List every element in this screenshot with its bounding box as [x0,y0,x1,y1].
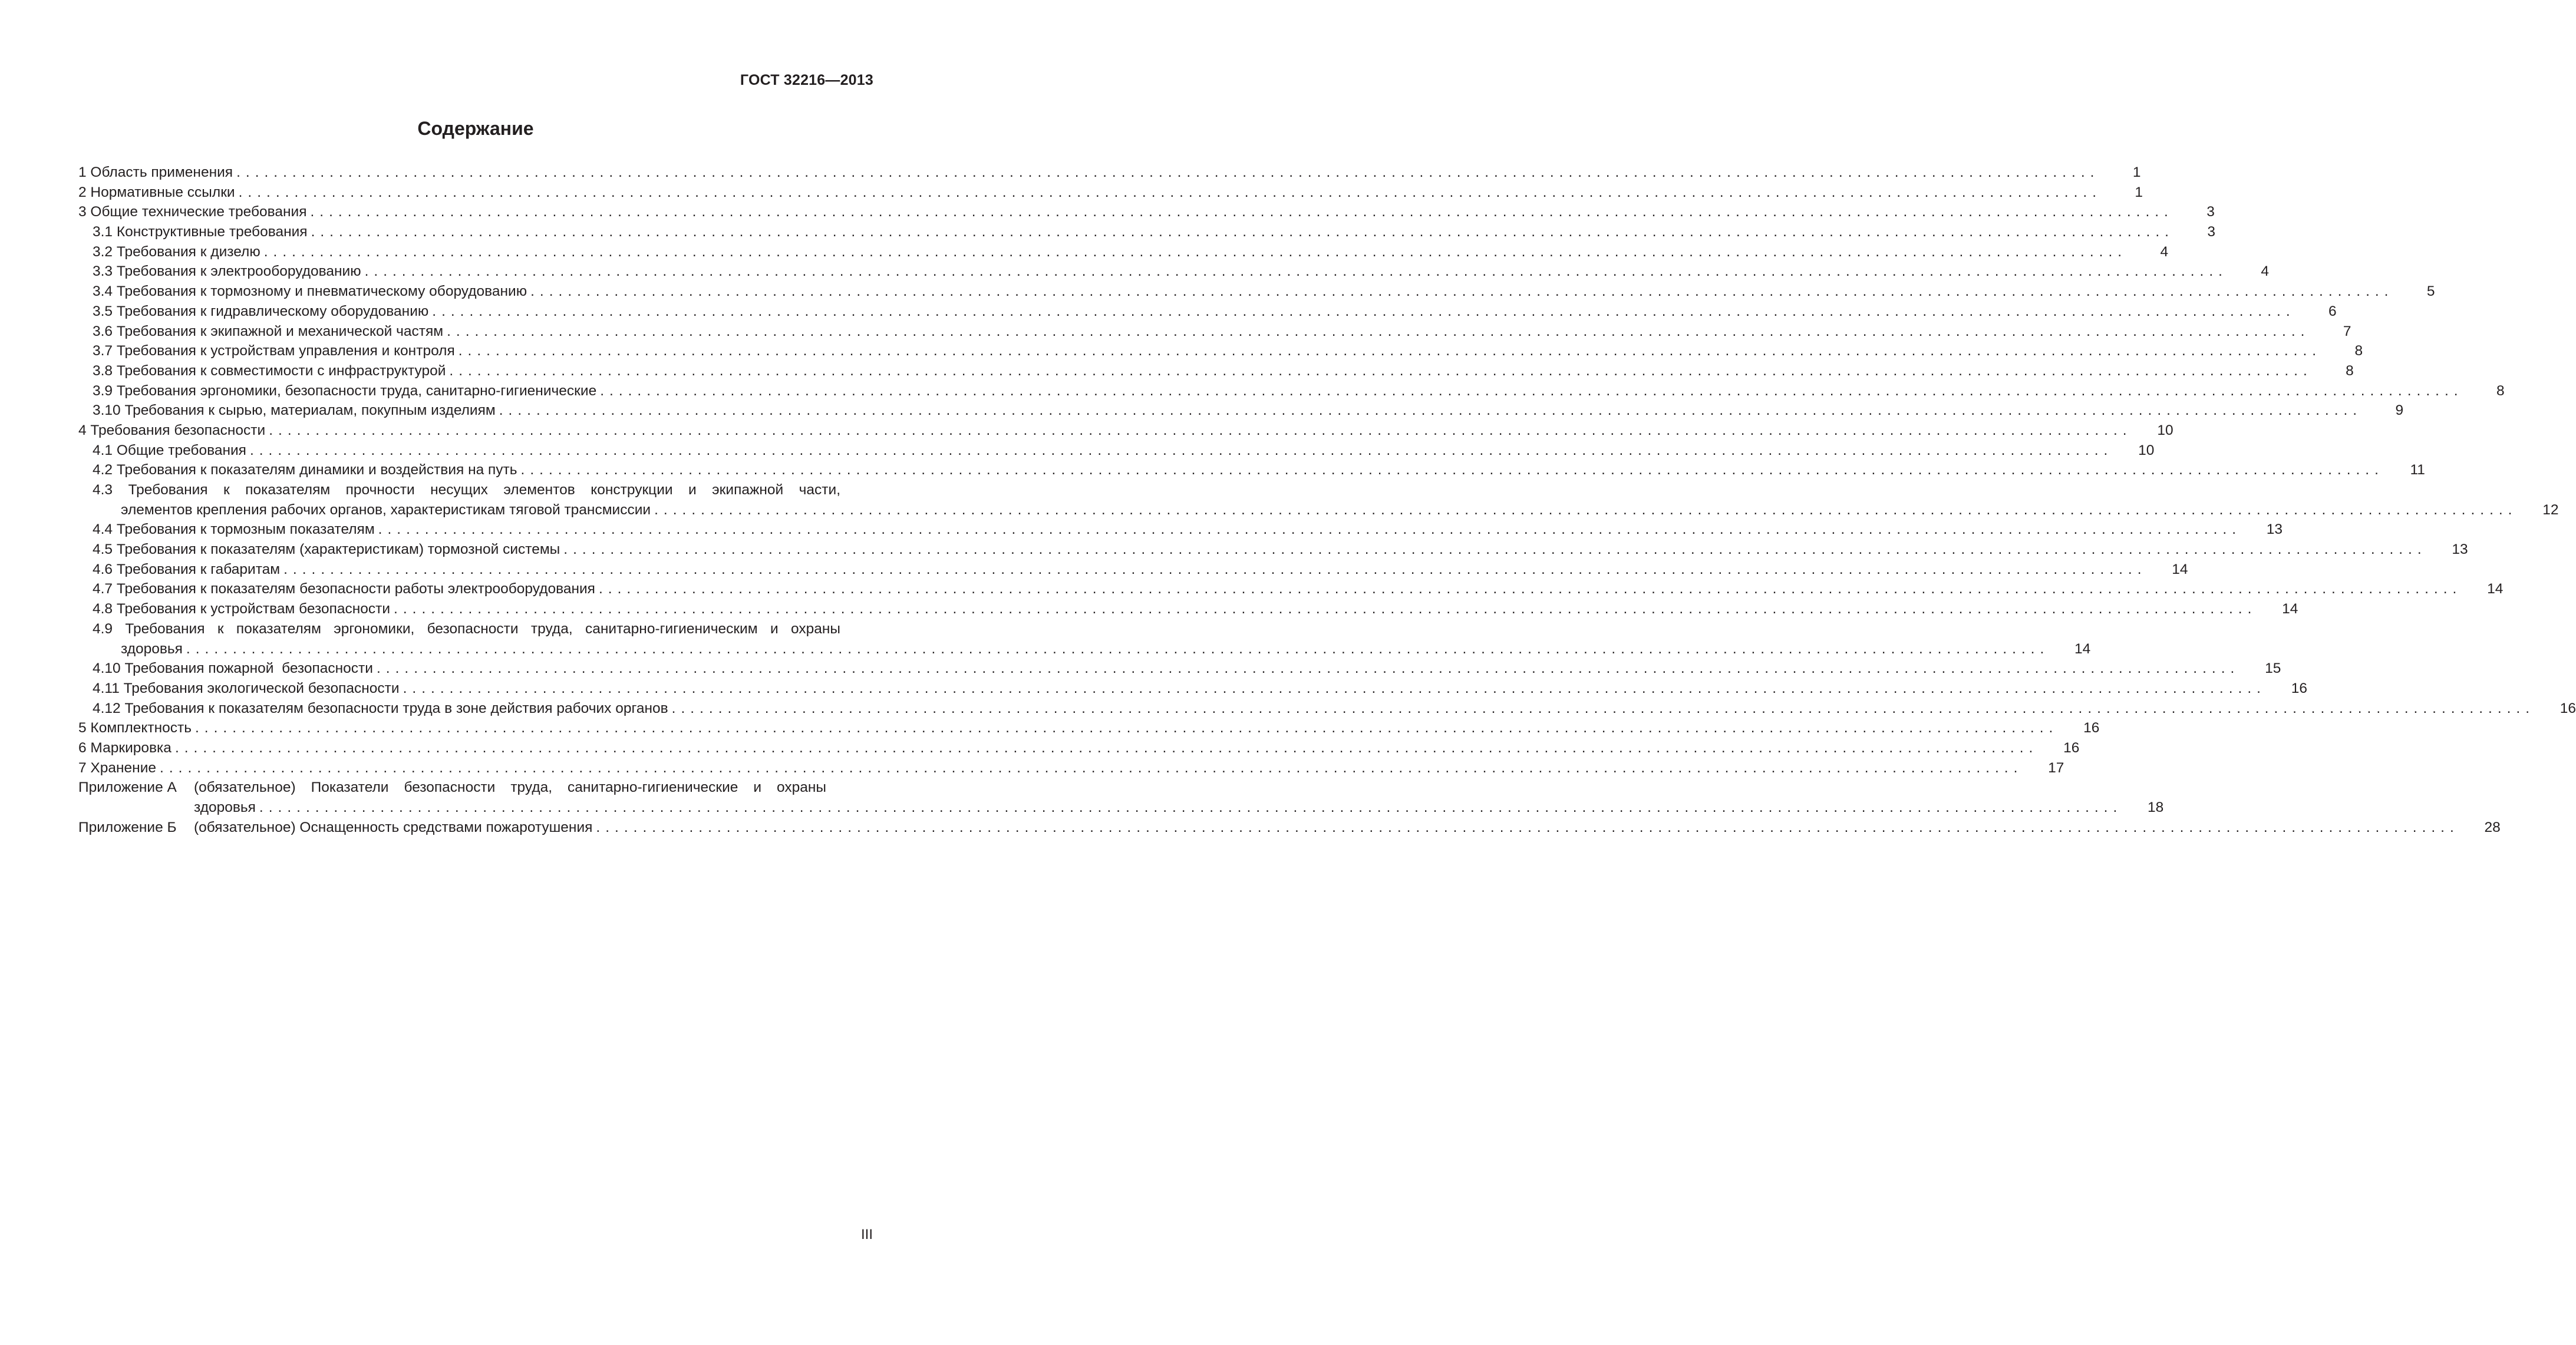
dot-leader: ........................................................................................................................................................................................................ [432,303,2295,319]
dot-leader: ........................................................................................................................................................................................................ [449,362,2313,379]
dot-leader: ........................................................................................................................................................................................................ [403,680,2266,696]
toc-entry[interactable] [78,222,2215,242]
dot-leader: ........................................................................................................................................................................................................ [563,541,2427,558]
document-code: ГОСТ 32216—2013 [740,72,873,88]
toc-entry[interactable] [78,520,2283,540]
dot-leader: ........................................................................................................................................................................................................ [671,700,2535,716]
dot-leader: ........................................................................................................................................................................................................ [259,799,2123,815]
toc-entry-title: 5 Комплектность [78,718,195,738]
toc-entry-page: 4 [2127,242,2168,262]
toc-entry-page: 17 [2023,758,2064,778]
toc-entry-title: 6 Маркировка [78,738,175,758]
dot-leader: ........................................................................................................................................................................................................ [310,204,2173,220]
toc-entry-title: 4.7 Требования к показателям безопасности работы электрооборудования [93,579,599,599]
dot-leader: ........................................................................................................................................................................................................ [263,243,2128,260]
toc-entry-page: 8 [2463,381,2505,401]
toc-entry-page: 4 [2228,262,2269,282]
toc-entry-title: 4.1 Общие требования [93,441,250,461]
toc-entry-title: 4.6 Требования к габаритам [93,560,283,580]
toc-entry-title: 4 Требования безопасности [78,421,269,441]
dot-leader: ........................................................................................................................................................................................................ [530,283,2394,300]
toc-entry-continuation[interactable] [78,500,2559,520]
toc-entry-page: 7 [2310,322,2351,342]
toc-entry-page: 11 [2384,460,2425,480]
toc-entry[interactable] [78,540,2468,560]
toc-entry[interactable] [78,718,2100,738]
dot-leader: ........................................................................................................................................................................................................ [238,184,2102,200]
toc-entry-page: 14 [2462,579,2503,599]
toc-entry-title-cont: здоровья [194,798,259,818]
toc-entry[interactable] [78,460,2425,480]
toc-entry-page: 13 [2241,520,2283,540]
dot-leader: ........................................................................................................................................................................................................ [447,323,2310,339]
dot-leader: ........................................................................................................................................................................................................ [236,164,2100,180]
toc-entry-title: 4.2 Требования к показателям динамики и воздействия на путь [93,460,521,480]
dot-leader: ........................................................................................................................................................................................................ [269,422,2132,438]
dot-leader: ........................................................................................................................................................................................................ [376,660,2240,677]
dot-leader: ........................................................................................................................................................................................................ [186,640,2050,657]
dot-leader: ........................................................................................................................................................................................................ [394,601,2257,617]
toc-entry[interactable] [78,778,873,798]
toc-entry-title: 4.12 Требования к показателям безопасности труда в зоне действия рабочих органов [93,699,672,719]
toc-entry-page: 10 [2132,421,2173,441]
toc-entry[interactable] [78,421,2173,441]
toc-entry[interactable] [78,183,2143,203]
toc-entry[interactable] [78,262,2269,282]
toc-entry[interactable] [78,579,2504,599]
toc-entry-page: 10 [2113,441,2154,461]
dot-leader: ........................................................................................................................................................................................................ [600,382,2463,399]
toc-entry-page: 9 [2362,401,2403,421]
toc-entry[interactable] [78,758,2064,778]
dot-leader: ........................................................................................................................................................................................................ [160,759,2023,776]
toc-entry-page: 3 [2173,202,2215,222]
toc-entry-title: 3.9 Требования эргономики, безопасности труда, санитарно-гигиенические [93,381,600,401]
toc-entry[interactable] [78,818,2501,838]
toc-entry-page: 16 [2266,679,2307,699]
toc-entry-title: 7 Хранение [78,758,160,778]
toc-entry-title: (обязательное) Показатели безопасности труда, санитарно-гигиенические и охраны [194,778,830,798]
table-of-contents [78,163,2576,837]
dot-leader: ........................................................................................................................................................................................................ [654,501,2518,518]
toc-entry[interactable] [78,619,873,639]
toc-entry-page: 14 [2257,599,2298,619]
toc-entry-title: 4.5 Требования к показателям (характеристикам) тормозной системы [93,540,563,560]
toc-entry-page: 16 [2058,718,2099,738]
toc-entry-title: 2 Нормативные ссылки [78,183,239,203]
toc-entry-title: 1 Область применения [78,163,236,183]
toc-entry-page: 16 [2038,738,2079,758]
toc-entry[interactable] [78,401,2404,421]
toc-entry-title: 3.1 Конструктивные требования [93,222,311,242]
toc-entry-title: 4.8 Требования к устройствам безопасности [93,599,394,619]
dot-leader: ........................................................................................................................................................................................................ [378,521,2242,538]
toc-entry-title: 4.10 Требования пожарной безопасности [93,659,377,679]
toc-entry[interactable] [78,560,2188,580]
toc-entry-title: 4.9 Требования к показателям эргономики, безопасности труда, санитарно-гигиеническим и охраны [93,619,844,639]
dot-leader: ........................................................................................................................................................................................................ [311,224,2174,240]
toc-entry-page: 8 [2321,341,2363,361]
toc-entry[interactable] [78,163,2141,183]
toc-title: Содержание [417,118,534,139]
appendix-label: Приложение Б [78,819,177,835]
toc-entry-page: 1 [2099,163,2140,183]
toc-entry-page: 28 [2459,818,2501,838]
toc-entry-page: 5 [2394,282,2435,302]
toc-entry-title: 3.8 Требования к совместимости с инфраструктурой [93,361,449,381]
toc-entry-continuation[interactable] [78,639,2091,659]
toc-entry-page: 14 [2049,639,2090,659]
toc-entry[interactable] [78,659,2281,679]
toc-entry-page: 8 [2313,361,2354,381]
toc-entry-continuation[interactable] [78,798,2164,818]
toc-entry[interactable] [78,599,2298,619]
toc-entry-page: 16 [2535,699,2576,719]
toc-entry-title: 3.7 Требования к устройствам управления и контроля [93,341,459,361]
page-number: III [860,1227,873,1242]
toc-entry-title-cont: элементов крепления рабочих органов, характеристикам тяговой трансмиссии [121,500,654,520]
dot-leader: ........................................................................................................................................................................................................ [596,819,2459,835]
toc-entry[interactable] [78,738,2080,758]
dot-leader: ........................................................................................................................................................................................................ [520,462,2384,478]
dot-leader: ........................................................................................................................................................................................................ [283,561,2147,577]
toc-entry-title: 4.4 Требования к тормозным показателям [93,520,378,540]
toc-entry-title: 4.3 Требования к показателям прочности несущих элементов конструкции и экипажной части, [93,480,844,500]
toc-entry[interactable] [78,699,2576,719]
toc-entry[interactable] [78,341,2363,361]
toc-entry-page: 3 [2174,222,2215,242]
toc-entry[interactable] [78,361,2354,381]
toc-entry[interactable] [78,202,2215,222]
toc-entry[interactable] [78,441,2155,461]
toc-entry-title-cont: здоровья [121,639,186,659]
toc-entry[interactable] [78,242,2169,262]
toc-entry-title: 3 Общие технические требования [78,202,310,222]
toc-entry-title: 3.2 Требования к дизелю [93,242,264,262]
dot-leader: ........................................................................................................................................................................................................ [458,343,2322,359]
dot-leader: ........................................................................................................................................................................................................ [174,739,2039,756]
toc-entry[interactable] [78,381,2505,401]
toc-entry[interactable] [78,480,873,500]
dot-leader: ........................................................................................................................................................................................................ [598,581,2462,597]
toc-entry-title: 3.10 Требования к сырью, материалам, покупным изделиям [93,401,499,421]
toc-entry-page: 15 [2239,659,2281,679]
dot-leader: ........................................................................................................................................................................................................ [194,720,2059,736]
toc-entry-page: 1 [2102,183,2143,203]
toc-entry-page: 12 [2518,500,2559,520]
dot-leader: ........................................................................................................................................................................................................ [364,263,2228,280]
toc-entry-page: 18 [2122,798,2163,818]
toc-entry-title: (обязательное) Оснащенность средствами пожаротушения [194,818,596,838]
appendix-label: Приложение А [78,779,177,796]
toc-entry-title: 3.3 Требования к электрооборудованию [93,262,365,282]
toc-entry-title: 3.6 Требования к экипажной и механической частям [93,322,447,342]
toc-entry[interactable] [78,282,2435,302]
toc-entry[interactable] [78,322,2351,342]
toc-entry[interactable] [78,302,2337,322]
toc-entry-title: 3.5 Требования к гидравлическому оборудованию [93,302,432,322]
toc-entry[interactable] [78,679,2307,699]
dot-leader: ........................................................................................................................................................................................................ [249,442,2113,458]
toc-entry-page: 13 [2427,540,2468,560]
toc-entry-title: 4.11 Требования экологической безопасности [93,679,403,699]
toc-entry-page: 6 [2295,302,2337,322]
dot-leader: ........................................................................................................................................................................................................ [499,402,2363,419]
toc-entry-title: 3.4 Требования к тормозному и пневматическому оборудованию [93,282,530,302]
toc-entry-page: 14 [2147,560,2188,580]
